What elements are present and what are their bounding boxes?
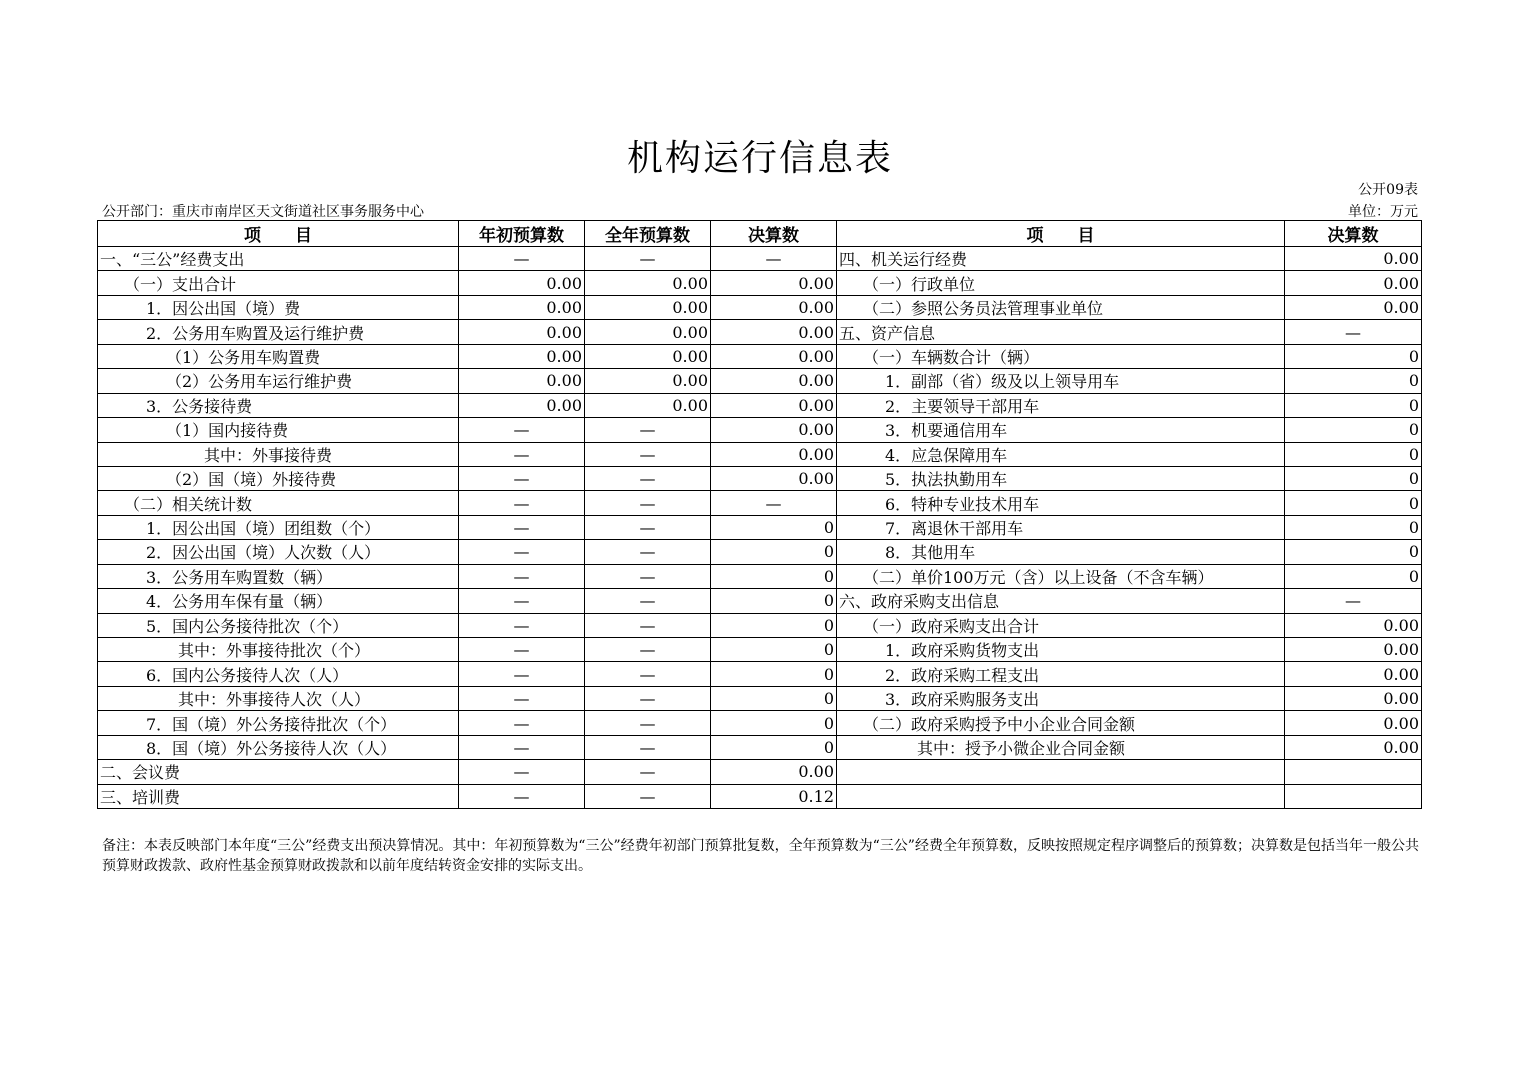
row-full-budget: — [585,613,711,637]
table-row [98,344,1422,368]
row-final-left: 0 [711,515,837,539]
row-item-left: 7．国（境）外公务接待批次（个） [98,711,459,735]
row-full-budget: — [585,711,711,735]
row-item-left: （2）国（境）外接待费 [98,466,459,490]
table-row [98,662,1422,686]
row-item-right: 7．离退休干部用车 [837,515,1285,539]
table-header-row [98,221,1422,247]
row-full-budget: — [585,638,711,662]
row-final-right: 0.00 [1285,735,1422,759]
info-table [97,220,1422,809]
header-item-right: 项 目 [837,221,1285,247]
form-number: 公开09表 [1358,182,1418,198]
unit-label: 单位：万元 [1348,204,1418,220]
header-final-left: 决算数 [711,221,837,247]
table-row [98,613,1422,637]
row-item-right: 1．副部（省）级及以上领导用车 [837,369,1285,393]
table-row [98,540,1422,564]
row-item-right: 8．其他用车 [837,540,1285,564]
row-final-right: 0 [1285,466,1422,490]
row-final-left: 0.00 [711,442,837,466]
row-item-right: 4．应急保障用车 [837,442,1285,466]
row-initial-budget: — [459,662,585,686]
row-final-left: 0.00 [711,271,837,295]
row-item-left: 其中：外事接待批次（个） [98,638,459,662]
row-final-left: 0 [711,711,837,735]
row-item-right [837,760,1285,784]
row-final-right: 0 [1285,491,1422,515]
row-item-right: 6．特种专业技术用车 [837,491,1285,515]
row-final-right: 0.00 [1285,711,1422,735]
row-item-left: 2．公务用车购置及运行维护费 [98,320,459,344]
table-row [98,442,1422,466]
row-final-right: 0 [1285,418,1422,442]
row-item-left: 二、会议费 [98,760,459,784]
row-final-left: 0.00 [711,393,837,417]
row-final-left: 0.12 [711,784,837,808]
row-final-right: 0 [1285,344,1422,368]
row-full-budget: — [585,418,711,442]
table-row [98,466,1422,490]
row-final-right: — [1285,589,1422,613]
row-final-right: 0.00 [1285,613,1422,637]
table-row [98,320,1422,344]
table-row [98,711,1422,735]
row-item-left: 5．国内公务接待批次（个） [98,613,459,637]
row-final-right: 0 [1285,393,1422,417]
table-row [98,686,1422,710]
row-initial-budget: — [459,515,585,539]
table-row [98,271,1422,295]
header-initial-budget: 年初预算数 [459,221,585,247]
row-initial-budget: — [459,613,585,637]
row-full-budget: — [585,540,711,564]
row-final-left: 0 [711,686,837,710]
row-final-right: 0.00 [1285,247,1422,271]
row-item-right: 其中：授予小微企业合同金额 [837,735,1285,759]
row-final-right: 0 [1285,564,1422,588]
row-item-left: 其中：外事接待费 [98,442,459,466]
row-item-right: 1．政府采购货物支出 [837,638,1285,662]
row-full-budget: — [585,686,711,710]
row-item-right: 六、政府采购支出信息 [837,589,1285,613]
row-item-left: 3．公务接待费 [98,393,459,417]
row-initial-budget: — [459,589,585,613]
row-item-left: （1）国内接待费 [98,418,459,442]
row-full-budget: 0.00 [585,369,711,393]
table-row [98,295,1422,319]
row-item-right: 2．政府采购工程支出 [837,662,1285,686]
row-final-right: 0.00 [1285,662,1422,686]
row-final-right: — [1285,320,1422,344]
row-final-left: 0.00 [711,344,837,368]
row-final-left: 0 [711,735,837,759]
row-final-left: 0 [711,638,837,662]
table-row [98,369,1422,393]
row-final-left: 0 [711,589,837,613]
department-label: 公开部门：重庆市南岸区天文街道社区事务服务中心 [102,204,424,220]
row-item-right: 3．政府采购服务支出 [837,686,1285,710]
row-full-budget: 0.00 [585,271,711,295]
row-item-right: 5．执法执勤用车 [837,466,1285,490]
row-item-left: 1．因公出国（境）费 [98,295,459,319]
row-final-right: 0 [1285,369,1422,393]
row-final-right: 0.00 [1285,271,1422,295]
row-item-left: 一、“三公”经费支出 [98,247,459,271]
row-final-left: 0.00 [711,760,837,784]
row-item-left: 1．因公出国（境）团组数（个） [98,515,459,539]
table-row [98,247,1422,271]
row-full-budget: 0.00 [585,344,711,368]
row-item-right: （二）政府采购授予中小企业合同金额 [837,711,1285,735]
table-row [98,515,1422,539]
row-initial-budget: — [459,784,585,808]
row-initial-budget: — [459,686,585,710]
row-initial-budget: — [459,735,585,759]
row-initial-budget: 0.00 [459,369,585,393]
header-full-budget: 全年预算数 [585,221,711,247]
row-final-left: — [711,247,837,271]
row-initial-budget: — [459,638,585,662]
row-item-left: （1）公务用车购置费 [98,344,459,368]
row-initial-budget: — [459,247,585,271]
row-full-budget: — [585,247,711,271]
row-full-budget: — [585,564,711,588]
row-full-budget: 0.00 [585,393,711,417]
row-final-left: 0.00 [711,466,837,490]
row-full-budget: — [585,515,711,539]
row-final-left: 0 [711,662,837,686]
table-row [98,589,1422,613]
row-final-right [1285,784,1422,808]
table-row [98,638,1422,662]
row-initial-budget: 0.00 [459,295,585,319]
row-final-left: 0 [711,613,837,637]
row-item-right: （一）政府采购支出合计 [837,613,1285,637]
row-initial-budget: 0.00 [459,344,585,368]
row-final-left: 0.00 [711,295,837,319]
row-initial-budget: 0.00 [459,393,585,417]
row-initial-budget: — [459,491,585,515]
row-final-left: — [711,491,837,515]
row-final-left: 0 [711,564,837,588]
table-row [98,784,1422,808]
row-item-right: 四、机关运行经费 [837,247,1285,271]
row-item-left: （一）支出合计 [98,271,459,295]
row-full-budget: 0.00 [585,320,711,344]
row-final-left: 0.00 [711,418,837,442]
table-row [98,491,1422,515]
row-item-left: （2）公务用车运行维护费 [98,369,459,393]
row-final-left: 0.00 [711,369,837,393]
row-initial-budget: — [459,760,585,784]
row-full-budget: — [585,491,711,515]
table-row [98,760,1422,784]
table-row [98,564,1422,588]
table-row [98,735,1422,759]
row-final-right: 0.00 [1285,638,1422,662]
row-full-budget: — [585,442,711,466]
row-item-left: 8．国（境）外公务接待人次（人） [98,735,459,759]
row-item-right: 2．主要领导干部用车 [837,393,1285,417]
row-initial-budget: — [459,540,585,564]
table-row [98,393,1422,417]
row-full-budget: — [585,735,711,759]
row-final-left: 0 [711,540,837,564]
table-row [98,418,1422,442]
row-final-right [1285,760,1422,784]
header-final-right: 决算数 [1285,221,1422,247]
row-item-left: 4．公务用车保有量（辆） [98,589,459,613]
row-full-budget: 0.00 [585,295,711,319]
row-initial-budget: — [459,442,585,466]
row-initial-budget: 0.00 [459,271,585,295]
row-final-right: 0 [1285,442,1422,466]
row-item-right: 3．机要通信用车 [837,418,1285,442]
row-full-budget: — [585,466,711,490]
row-full-budget: — [585,760,711,784]
row-item-right: （一）车辆数合计（辆） [837,344,1285,368]
row-item-left: 2．因公出国（境）人次数（人） [98,540,459,564]
footnote: 备注：本表反映部门本年度“三公”经费支出预决算情况。其中：年初预算数为“三公”经费年初部门预算批复数，全年预算数为“三公”经费全年预算数，反映按照规定程序调整后的预算数；决算数是包括当年一般公共预算财政拨款、政府性基金预算财政拨款和以前年度结转资金安排的实际支出。 [102,838,1419,874]
row-initial-budget: — [459,418,585,442]
row-item-left: 三、培训费 [98,784,459,808]
row-item-right: 五、资产信息 [837,320,1285,344]
row-initial-budget: — [459,711,585,735]
row-full-budget: — [585,784,711,808]
row-item-right: （二）参照公务员法管理事业单位 [837,295,1285,319]
row-full-budget: — [585,662,711,686]
row-final-right: 0.00 [1285,295,1422,319]
row-final-right: 0 [1285,515,1422,539]
row-item-left: 其中：外事接待人次（人） [98,686,459,710]
row-item-right: （二）单价100万元（含）以上设备（不含车辆） [837,564,1285,588]
row-item-right: （一）行政单位 [837,271,1285,295]
row-final-right: 0.00 [1285,686,1422,710]
row-full-budget: — [585,589,711,613]
row-initial-budget: 0.00 [459,320,585,344]
row-final-left: 0.00 [711,320,837,344]
header-item-left: 项 目 [98,221,459,247]
row-item-left: 6．国内公务接待人次（人） [98,662,459,686]
page-title: 机构运行信息表 [626,138,893,179]
row-initial-budget: — [459,564,585,588]
row-item-left: （二）相关统计数 [98,491,459,515]
row-item-right [837,784,1285,808]
row-final-right: 0 [1285,540,1422,564]
row-initial-budget: — [459,466,585,490]
row-item-left: 3．公务用车购置数（辆） [98,564,459,588]
